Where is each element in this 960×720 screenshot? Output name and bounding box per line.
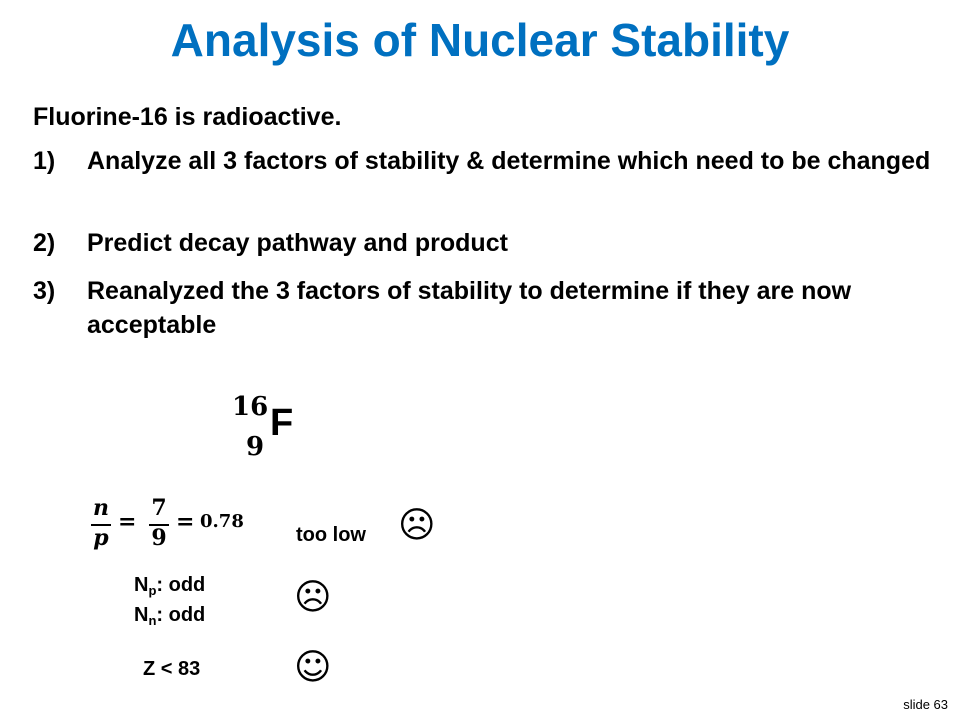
parity-letter: N (134, 604, 149, 626)
atomic-number: 9 (246, 432, 265, 462)
parity-letter: N (134, 574, 149, 596)
fraction-denominator: 9 (151, 525, 167, 551)
smiley-face-icon: ☺ (294, 647, 332, 688)
step-number: 3) (33, 277, 56, 305)
parity-value: : odd (156, 604, 206, 626)
step-text: Analyze all 3 factors of stability & determine which need to be changed (87, 147, 931, 175)
slide-number: slide 63 (903, 697, 948, 712)
size-rule: Z < 83 (143, 658, 201, 680)
ratio-result: 0.78 (200, 511, 244, 532)
neutron-parity (134, 604, 205, 628)
frown-face-icon: ☹ (398, 505, 436, 546)
nuclide-notation (232, 392, 312, 472)
proton-parity (134, 574, 205, 598)
step-text: Predict decay pathway and product (87, 229, 508, 257)
fraction-numerator: n (93, 495, 109, 521)
element-symbol: F (270, 402, 294, 444)
np-ratio-equation (88, 495, 268, 555)
step-text: Reanalyzed the 3 factors of stability to determine if they are now acceptable (87, 277, 852, 339)
fraction-numerator: 7 (151, 495, 167, 521)
equals-sign: = (176, 509, 195, 535)
fraction-denominator: p (93, 525, 109, 551)
ratio-verdict: too low (296, 524, 366, 546)
parity-value: : odd (156, 574, 206, 596)
mass-number: 16 (232, 392, 269, 422)
intro-text: Fluorine-16 is radioactive. (33, 103, 342, 131)
parity-subscript: n (148, 613, 157, 628)
equals-sign: = (118, 509, 137, 535)
step-number: 1) (33, 147, 56, 175)
slide-title: Analysis of Nuclear Stability (170, 14, 790, 66)
frown-face-icon: ☹ (294, 577, 332, 618)
parity-subscript: p (148, 583, 157, 598)
step-number: 2) (33, 229, 56, 257)
